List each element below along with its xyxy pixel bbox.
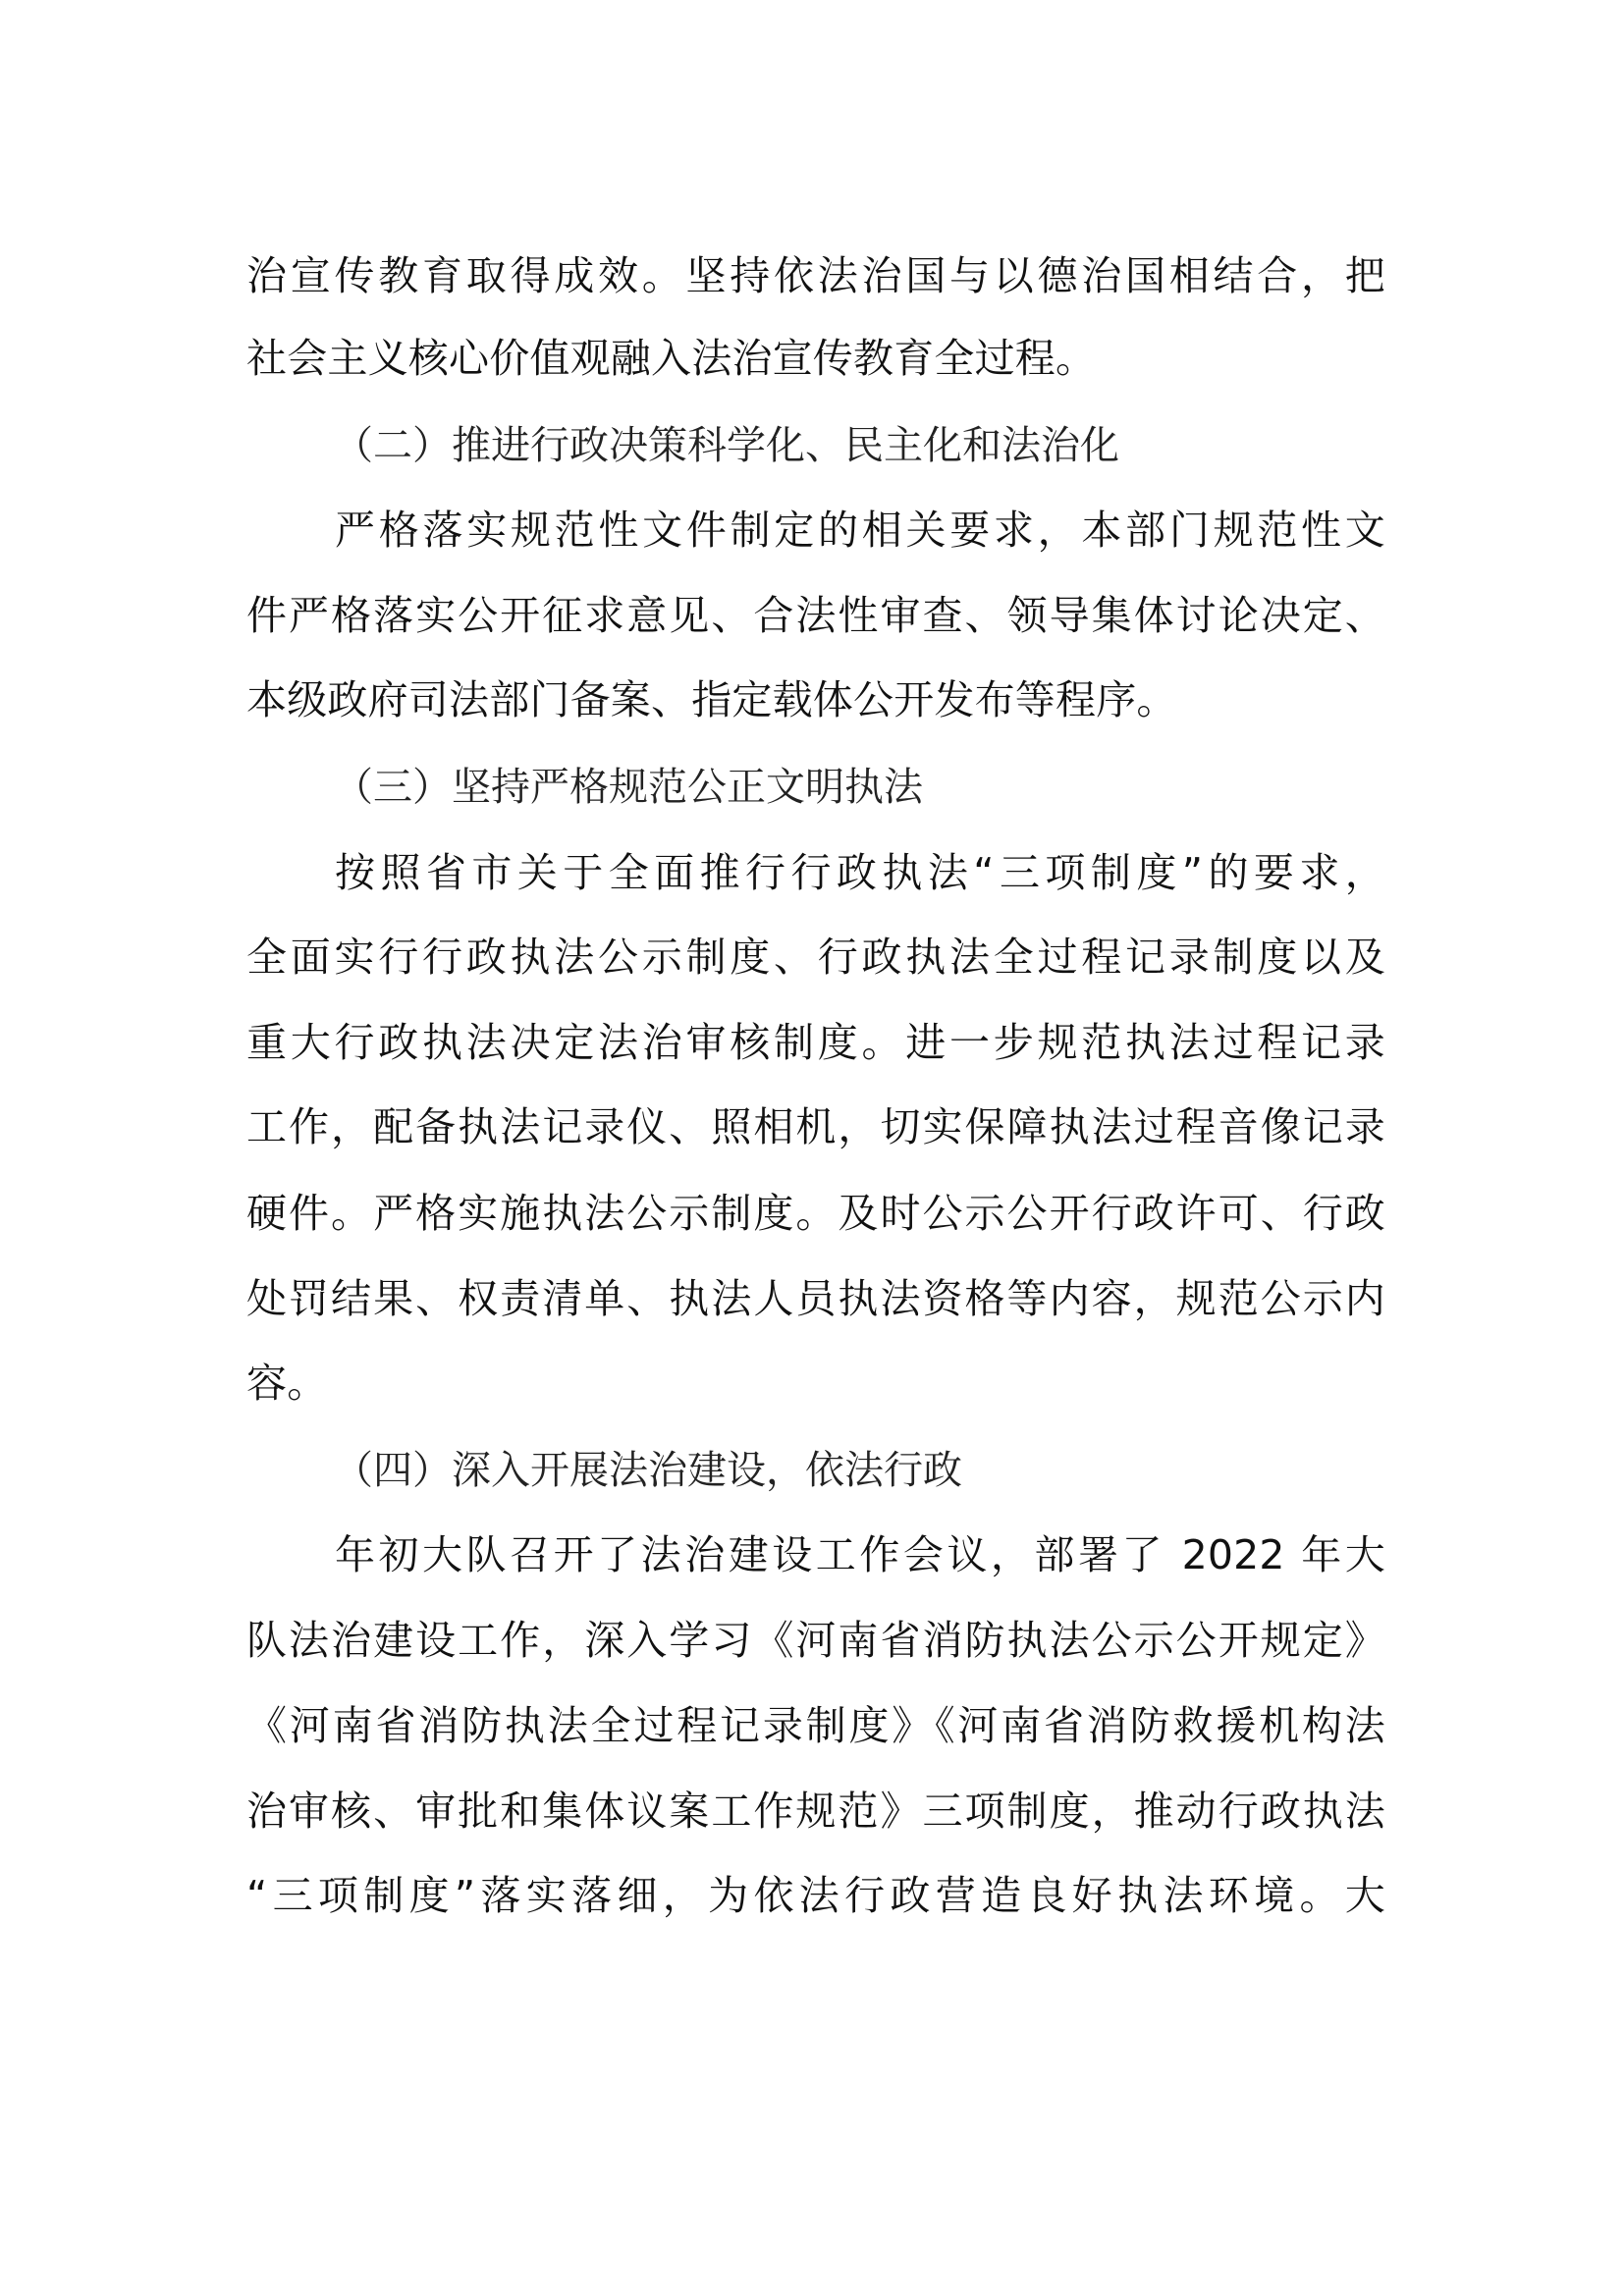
section-heading-3: （三）坚持严格规范公正文明执法	[334, 765, 923, 810]
paragraph-line: 《河南省消防执法全过程记录制度》《河南省消防救援机构法	[246, 1702, 1385, 1749]
paragraph-line: 按照省市关于全面推行行政执法“三项制度”的要求，	[335, 849, 1385, 896]
paragraph-line: 社会主义核心价值观融入法治宣传教育全过程。	[246, 335, 1097, 382]
paragraph-line: 队法治建设工作，深入学习《河南省消防执法公示公开规定》	[246, 1617, 1385, 1664]
paragraph-line: 件严格落实公开征求意见、合法性审查、领导集体讨论决定、	[246, 592, 1385, 639]
paragraph-line: 严格落实规范性文件制定的相关要求，本部门规范性文	[335, 507, 1385, 554]
section-heading-4: （四）深入开展法治建设，依法行政	[334, 1448, 962, 1493]
paragraph-line: 重大行政执法决定法治审核制度。进一步规范执法过程记录	[246, 1019, 1385, 1066]
paragraph-line: 治审核、审批和集体议案工作规范》三项制度，推动行政执法	[246, 1788, 1385, 1835]
paragraph-line: 治宣传教育取得成效。坚持依法治国与以德治国相结合，把	[246, 252, 1385, 299]
paragraph-line: 全面实行行政执法公示制度、行政执法全过程记录制度以及	[246, 934, 1385, 981]
section-heading-2: （二）推进行政决策科学化、民主化和法治化	[334, 423, 1119, 468]
paragraph-line: 工作，配备执法记录仪、照相机，切实保障执法过程音像记录	[246, 1103, 1385, 1150]
paragraph-line: 容。	[246, 1360, 328, 1407]
paragraph-line: 处罚结果、权责清单、执法人员执法资格等内容，规范公示内	[246, 1275, 1385, 1322]
paragraph-line: 硬件。严格实施执法公示制度。及时公示公开行政许可、行政	[246, 1190, 1385, 1237]
paragraph-line: 本级政府司法部门备案、指定载体公开发布等程序。	[246, 676, 1177, 723]
paragraph-line: 年初大队召开了法治建设工作会议，部署了 2022 年大	[335, 1531, 1385, 1578]
paragraph-line: “三项制度”落实落细，为依法行政营造良好执法环境。大	[246, 1872, 1385, 1919]
